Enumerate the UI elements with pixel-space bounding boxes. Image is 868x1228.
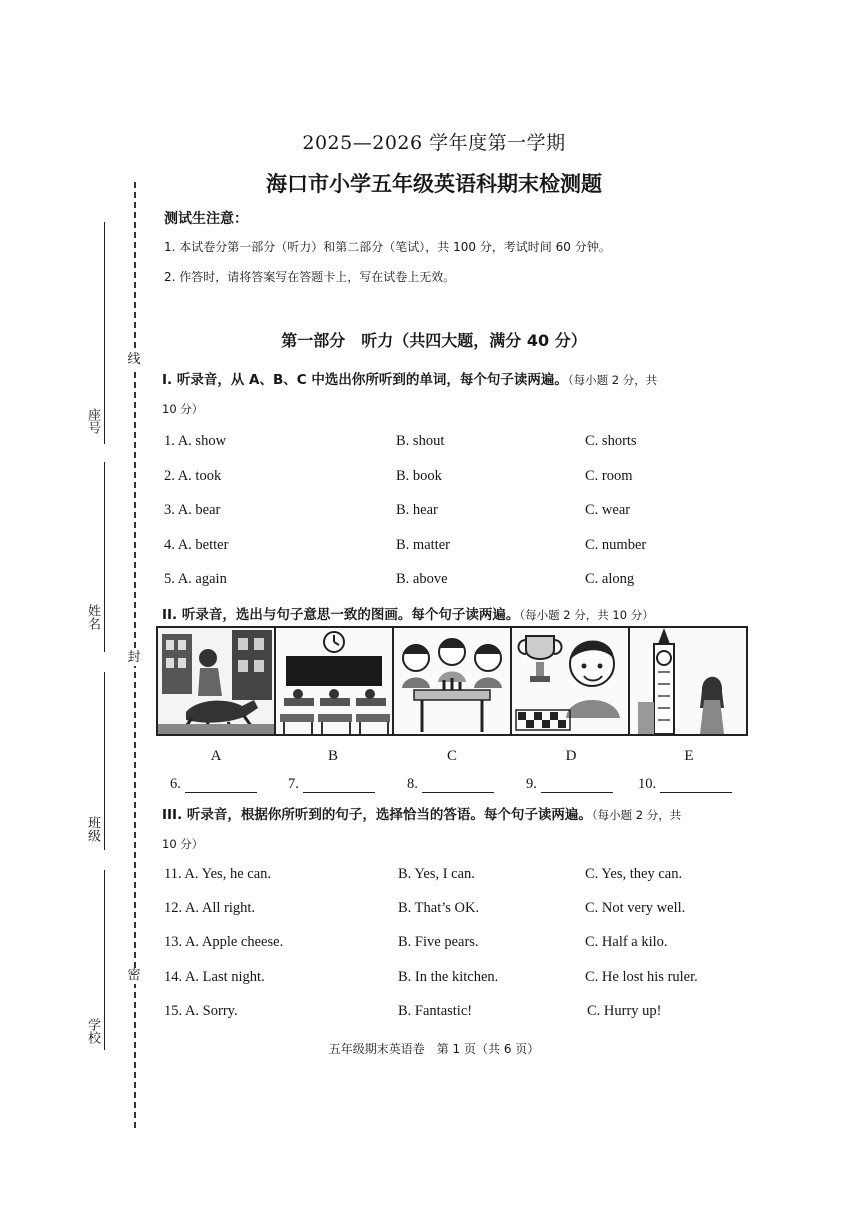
q15-option-b: B. Fantastic!	[398, 1003, 473, 1019]
q14-option-b: B. In the kitchen.	[398, 969, 499, 985]
q2-option-a: 2. A. took	[164, 468, 222, 484]
kids-playing-chess-image	[394, 628, 512, 734]
notice-item-1: 1. 本试卷分第一部分（听力）和第二部分（笔试），共 100 分，考试时间 60 分钟。	[164, 240, 611, 254]
q3-option-b: B. hear	[396, 502, 438, 518]
q5-option-b: B. above	[396, 571, 448, 587]
q4-option-b: B. matter	[396, 537, 450, 553]
q11-option-b: B. Yes, I can.	[398, 866, 475, 882]
q5-option-c: C. along	[585, 571, 635, 587]
class-label: 班级	[85, 816, 100, 842]
picture-label-c: C	[446, 748, 457, 764]
picture-label-b: B	[327, 748, 338, 764]
binding-word-seal: 封	[122, 650, 146, 666]
q1-option-a: 1. A. show	[164, 433, 227, 449]
q5-option-a: 5. A. again	[164, 571, 227, 587]
notice-heading: 测试生注意：	[164, 211, 248, 227]
exam-title: 海口市小学五年级英语科期末检测题	[266, 171, 602, 196]
binding-word-secret: 密	[122, 968, 146, 984]
q15-option-a: 15. A. Sorry.	[164, 1003, 238, 1019]
q1-option-c: C. shorts	[585, 433, 637, 449]
picture-label-e: E	[684, 748, 694, 764]
q2-option-b: B. book	[396, 468, 442, 484]
q11-option-c: C. Yes, they can.	[585, 866, 683, 882]
q14-option-a: 14. A. Last night.	[164, 969, 265, 985]
seat-number-label: 座号	[85, 408, 100, 434]
section3-instruction: III. 听录音，根据你所听到的句子，选择恰当的答语。每个句子读两遍。（每小题 2 分，共 10 分）	[162, 807, 682, 851]
picture-strip	[156, 626, 748, 736]
dog-running-street-image	[158, 628, 276, 734]
answer-blank-8[interactable]: 8.	[407, 776, 494, 793]
q12-option-a: 12. A. All right.	[164, 900, 256, 916]
name-label: 姓名	[85, 604, 100, 630]
q2-option-c: C. room	[585, 468, 633, 484]
q12-option-b: B. That’s OK.	[398, 900, 480, 916]
binding-word-line: 线	[122, 352, 146, 368]
q14-option-c: C. He lost his ruler.	[585, 969, 698, 985]
q4-option-c: C. number	[585, 537, 647, 553]
school-label: 学校	[85, 1018, 100, 1044]
classroom-clock-image	[276, 628, 394, 734]
boy-trophy-chess-image	[512, 628, 630, 734]
notice-item-2: 2. 作答时，请将答案写在答题卡上，写在试卷上无效。	[164, 270, 456, 284]
school-field[interactable]	[84, 870, 108, 1050]
q12-option-c: C. Not very well.	[585, 900, 686, 916]
q15-option-c: C. Hurry up!	[587, 1003, 662, 1019]
q4-option-a: 4. A. better	[164, 537, 229, 553]
name-field[interactable]	[84, 462, 108, 652]
answer-blank-10[interactable]: 10.	[638, 776, 732, 793]
girl-big-ben-image	[630, 628, 746, 734]
answer-blank-6[interactable]: 6.	[170, 776, 257, 793]
picture-label-d: D	[565, 748, 577, 764]
q13-option-c: C. Half a kilo.	[585, 934, 668, 950]
q13-option-b: B. Five pears.	[398, 934, 479, 950]
answer-blank-7[interactable]: 7.	[288, 776, 375, 793]
class-field[interactable]	[84, 672, 108, 850]
section2-instruction: II. 听录音，选出与句子意思一致的图画。每个句子读两遍。（每小题 2 分，共 10 分）	[162, 607, 654, 623]
part1-title: 第一部分 听力（共四大题，满分 40 分）	[281, 331, 587, 350]
term-title: 2025—2026 学年度第一学期	[302, 132, 566, 154]
q13-option-a: 13. A. Apple cheese.	[164, 934, 284, 950]
page-footer: 五年级期末英语卷 第 1 页（共 6 页）	[328, 1042, 540, 1056]
section1-instruction: I. 听录音，从 A、B、C 中选出你所听到的单词，每个句子读两遍。（每小题 2 分，共 10 分）	[162, 372, 658, 416]
answer-blank-9[interactable]: 9.	[526, 776, 613, 793]
q1-option-b: B. shout	[396, 433, 445, 449]
q3-option-c: C. wear	[585, 502, 631, 518]
q11-option-a: 11. A. Yes, he can.	[164, 866, 272, 882]
picture-label-a: A	[210, 748, 222, 764]
q3-option-a: 3. A. bear	[164, 502, 221, 518]
